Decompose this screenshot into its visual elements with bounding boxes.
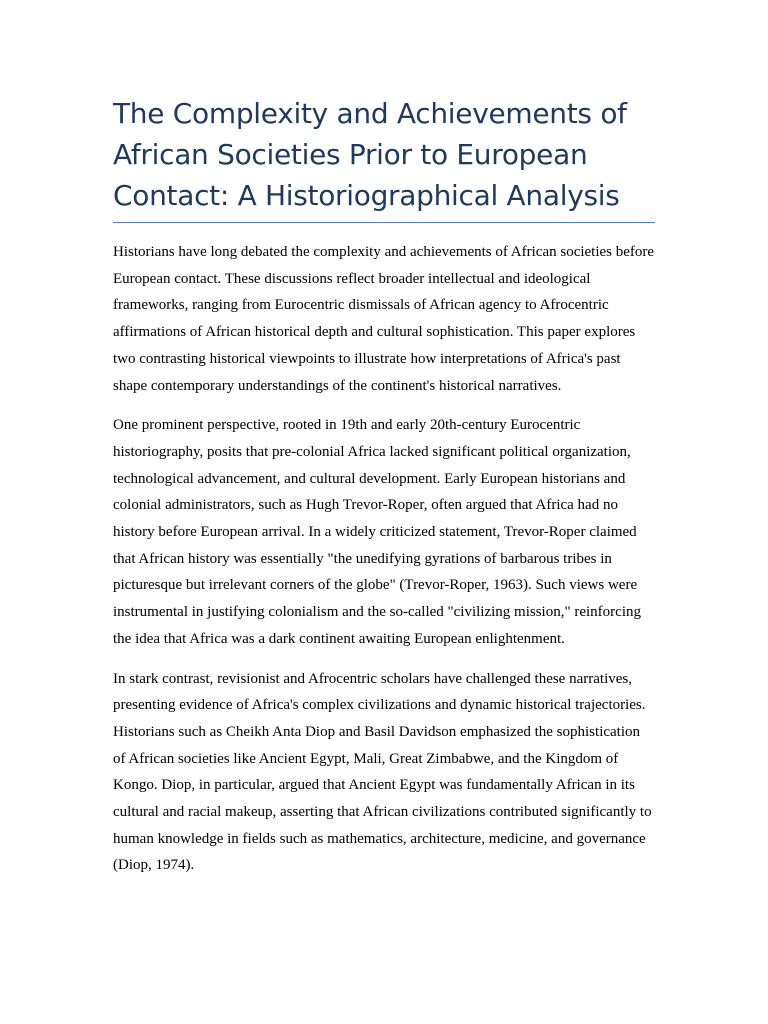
- title-underline: [113, 222, 655, 223]
- paragraph-eurocentric-view: One prominent perspective, rooted in 19th and early 20th-century Eurocentric historiography, posits that pre-colonial Africa lacked significant political organization, technological advancement, and cultural development. Early European historians and colonial administrators, such as Hugh Trevor-Roper, often argued that Africa had no history before European arrival. In a widely criticized statement, Trevor-Roper claimed that African history was essentially "the unedifying gyrations of barbarous tribes in picturesque but irrelevant corners of the globe" (Trevor-Roper, 1963). Such views were instrumental in justifying colonialism and the so-called "civilizing mission," reinforcing the idea that Africa was a dark continent awaiting European enlightenment.: [113, 417, 641, 647]
- document-page: [113, 93, 655, 892]
- paragraph-intro: Historians have long debated the complexity and achievements of African societies before European contact. These discussions reflect broader intellectual and ideological frameworks, ranging from Eurocentric dismissals of African agency to Afrocentric affirmations of African historical depth and cultural sophistication. This paper explores two contrasting historical viewpoints to illustrate how interpretations of Africa's past shape contemporary understandings of the continent's historical narratives.: [113, 244, 655, 394]
- document-title: The Complexity and Achievements of African Societies Prior to European Contact: A Historiographical Analysis: [113, 97, 627, 212]
- paragraph-afrocentric-view: In stark contrast, revisionist and Afrocentric scholars have challenged these narratives, presenting evidence of Africa's complex civilizations and dynamic historical trajectories. Historians such as Cheikh Anta Diop and Basil Davidson emphasized the sophistication of African societies like Ancient Egypt, Mali, Great Zimbabwe, and the Kingdom of Kongo. Diop, in particular, argued that Ancient Egypt was fundamentally African in its cultural and racial makeup, asserting that African civilizations contributed significantly to human knowledge in fields such as mathematics, architecture, medicine, and governance (Diop, 1974).: [113, 670, 652, 874]
